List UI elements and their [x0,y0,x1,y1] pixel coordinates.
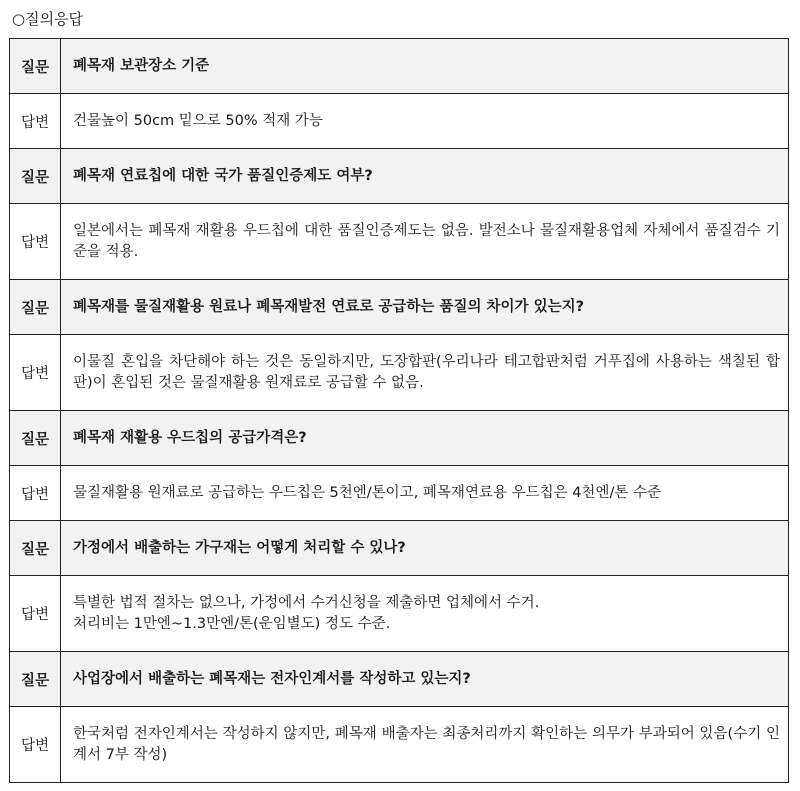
answer-row [10,204,789,280]
answer-row [10,335,789,411]
question-text: 폐목재 연료칩에 대한 국가 품질인증제도 여부? [61,149,789,204]
question-row [10,652,789,707]
answer-label: 답변 [10,466,61,521]
question-label: 질문 [10,280,61,335]
question-label: 질문 [10,149,61,204]
answer-label: 답변 [10,204,61,280]
question-text: 폐목재 보관장소 기준 [61,39,789,94]
answer-line: 처리비는 1만엔~1.3만엔/톤(운임별도) 정도 수준. [73,615,391,632]
answer-row [10,466,789,521]
answer-text: 한국처럼 전자인계서는 작성하지 않지만, 폐목재 배출자는 최종처리까지 확인하는 의무가 부과되어 있음(수기 인계서 7부 작성) [61,707,789,783]
question-row [10,521,789,576]
answer-label: 답변 [10,94,61,149]
answer-text: 일본에서는 폐목재 재활용 우드칩에 대한 품질인증제도는 없음. 발전소나 물질재활용업체 자체에서 품질검수 기준을 적용. [61,204,789,280]
answer-row [10,576,789,652]
answer-text: 이물질 혼입을 차단해야 하는 것은 동일하지만, 도장합판(우리나라 테고합판처럼 거푸집에 사용하는 색칠된 합판)이 혼입된 것은 물질재활용 원재료로 공급할 수 없음. [61,335,789,411]
question-label: 질문 [10,652,61,707]
answer-label: 답변 [10,576,61,652]
question-text: 사업장에서 배출하는 폐목재는 전자인계서를 작성하고 있는지? [61,652,789,707]
answer-row [10,94,789,149]
question-label: 질문 [10,521,61,576]
question-text: 폐목재 재활용 우드칩의 공급가격은? [61,411,789,466]
answer-label: 답변 [10,707,61,783]
question-row [10,280,789,335]
question-label: 질문 [10,39,61,94]
answer-label: 답변 [10,335,61,411]
question-row [10,411,789,466]
question-label: 질문 [10,411,61,466]
answer-text [61,576,789,652]
answer-line: 특별한 법적 절차는 없으나, 가정에서 수거신청을 제출하면 업체에서 수거. [73,594,540,611]
qa-table [9,38,789,783]
question-text: 폐목재를 물질재활용 원료나 폐목재발전 연료로 공급하는 품질의 차이가 있는지? [61,280,789,335]
answer-row [10,707,789,783]
section-title: ○질의응답 [12,10,84,28]
answer-text: 물질재활용 원재료로 공급하는 우드칩은 5천엔/톤이고, 폐목재연료용 우드칩은 4천엔/톤 수준 [61,466,789,521]
question-row [10,149,789,204]
question-text: 가정에서 배출하는 가구재는 어떻게 처리할 수 있나? [61,521,789,576]
answer-text: 건물높이 50cm 밑으로 50% 적재 가능 [61,94,789,149]
question-row [10,39,789,94]
